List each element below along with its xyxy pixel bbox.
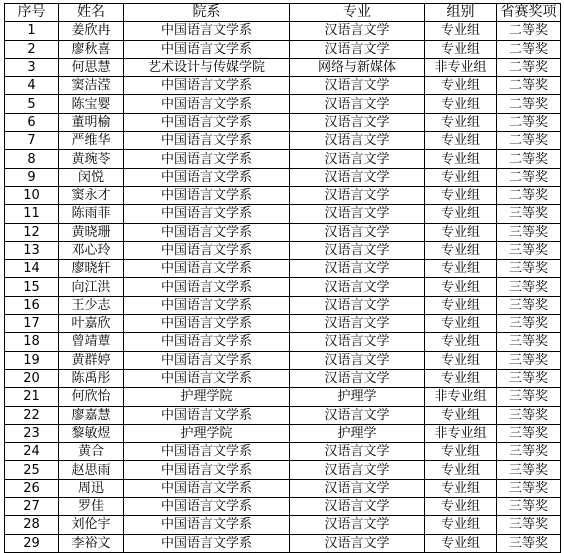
cell-major: 网络与新媒体 xyxy=(290,58,425,76)
cell-major: 汉语言文学 xyxy=(290,223,425,241)
cell-group: 专业组 xyxy=(425,132,497,150)
cell-name: 姜欣冉 xyxy=(59,22,124,40)
table-row xyxy=(5,351,561,369)
cell-index: 10 xyxy=(5,186,59,204)
cell-major: 汉语言文学 xyxy=(290,186,425,204)
cell-name: 陈宝婴 xyxy=(59,95,124,113)
cell-award: 三等奖 xyxy=(497,498,561,516)
cell-award: 二等奖 xyxy=(497,168,561,186)
cell-award: 三等奖 xyxy=(497,406,561,424)
cell-index: 4 xyxy=(5,77,59,95)
cell-name: 黄合 xyxy=(59,443,124,461)
cell-index: 24 xyxy=(5,443,59,461)
cell-group: 专业组 xyxy=(425,296,497,314)
cell-major: 汉语言文学 xyxy=(290,296,425,314)
cell-major: 汉语言文学 xyxy=(290,132,425,150)
cell-department: 护理学院 xyxy=(124,424,290,442)
cell-department: 中国语言文学系 xyxy=(124,205,290,223)
cell-department: 中国语言文学系 xyxy=(124,461,290,479)
cell-department: 护理学院 xyxy=(124,388,290,406)
cell-group: 专业组 xyxy=(425,241,497,259)
cell-department: 中国语言文学系 xyxy=(124,479,290,497)
cell-index: 16 xyxy=(5,296,59,314)
cell-name: 黄琬苓 xyxy=(59,150,124,168)
cell-department: 中国语言文学系 xyxy=(124,186,290,204)
cell-name: 叶嘉欣 xyxy=(59,315,124,333)
cell-group: 专业组 xyxy=(425,461,497,479)
cell-award: 三等奖 xyxy=(497,388,561,406)
cell-major: 汉语言文学 xyxy=(290,113,425,131)
cell-group: 专业组 xyxy=(425,443,497,461)
header-department: 院系 xyxy=(124,4,290,22)
cell-award: 二等奖 xyxy=(497,77,561,95)
cell-index: 20 xyxy=(5,369,59,387)
cell-major: 汉语言文学 xyxy=(290,369,425,387)
cell-award: 三等奖 xyxy=(497,443,561,461)
cell-award: 三等奖 xyxy=(497,424,561,442)
cell-major: 汉语言文学 xyxy=(290,40,425,58)
table-row xyxy=(5,77,561,95)
cell-name: 向江洪 xyxy=(59,278,124,296)
cell-index: 3 xyxy=(5,58,59,76)
cell-award: 三等奖 xyxy=(497,461,561,479)
cell-index: 6 xyxy=(5,113,59,131)
cell-index: 23 xyxy=(5,424,59,442)
cell-department: 中国语言文学系 xyxy=(124,443,290,461)
cell-group: 专业组 xyxy=(425,260,497,278)
cell-index: 11 xyxy=(5,205,59,223)
table-row xyxy=(5,369,561,387)
table-row xyxy=(5,461,561,479)
cell-index: 2 xyxy=(5,40,59,58)
cell-name: 刘伦宇 xyxy=(59,516,124,534)
table-row xyxy=(5,534,561,552)
table-row xyxy=(5,296,561,314)
cell-group: 专业组 xyxy=(425,150,497,168)
cell-name: 窦永才 xyxy=(59,186,124,204)
table-row xyxy=(5,315,561,333)
cell-award: 三等奖 xyxy=(497,516,561,534)
cell-group: 专业组 xyxy=(425,223,497,241)
cell-group: 专业组 xyxy=(425,534,497,552)
cell-group: 专业组 xyxy=(425,516,497,534)
cell-award: 三等奖 xyxy=(497,260,561,278)
header-award: 省赛奖项 xyxy=(497,4,561,22)
cell-index: 5 xyxy=(5,95,59,113)
cell-major: 护理学 xyxy=(290,388,425,406)
cell-department: 中国语言文学系 xyxy=(124,516,290,534)
cell-name: 何欣怡 xyxy=(59,388,124,406)
cell-group: 专业组 xyxy=(425,168,497,186)
cell-award: 三等奖 xyxy=(497,351,561,369)
table-row xyxy=(5,516,561,534)
cell-index: 22 xyxy=(5,406,59,424)
cell-index: 13 xyxy=(5,241,59,259)
cell-group: 专业组 xyxy=(425,479,497,497)
cell-index: 9 xyxy=(5,168,59,186)
header-row xyxy=(5,4,561,22)
cell-major: 汉语言文学 xyxy=(290,260,425,278)
cell-name: 黄群婷 xyxy=(59,351,124,369)
cell-name: 曾靖蕈 xyxy=(59,333,124,351)
cell-index: 12 xyxy=(5,223,59,241)
cell-major: 汉语言文学 xyxy=(290,241,425,259)
cell-group: 专业组 xyxy=(425,351,497,369)
cell-group: 非专业组 xyxy=(425,388,497,406)
cell-group: 非专业组 xyxy=(425,58,497,76)
cell-name: 赵思雨 xyxy=(59,461,124,479)
cell-award: 三等奖 xyxy=(497,278,561,296)
table-row xyxy=(5,260,561,278)
cell-department: 中国语言文学系 xyxy=(124,534,290,552)
cell-award: 三等奖 xyxy=(497,479,561,497)
header-major: 专业 xyxy=(290,4,425,22)
cell-index: 28 xyxy=(5,516,59,534)
cell-group: 专业组 xyxy=(425,95,497,113)
cell-award: 二等奖 xyxy=(497,113,561,131)
cell-major: 汉语言文学 xyxy=(290,516,425,534)
cell-major: 汉语言文学 xyxy=(290,315,425,333)
cell-award: 三等奖 xyxy=(497,205,561,223)
table-row xyxy=(5,388,561,406)
cell-department: 中国语言文学系 xyxy=(124,260,290,278)
cell-major: 汉语言文学 xyxy=(290,498,425,516)
cell-award: 二等奖 xyxy=(497,150,561,168)
cell-department: 中国语言文学系 xyxy=(124,498,290,516)
cell-index: 8 xyxy=(5,150,59,168)
cell-name: 邓心玲 xyxy=(59,241,124,259)
cell-award: 三等奖 xyxy=(497,241,561,259)
cell-name: 黄晓珊 xyxy=(59,223,124,241)
table-row xyxy=(5,498,561,516)
cell-name: 周迅 xyxy=(59,479,124,497)
table-row xyxy=(5,186,561,204)
cell-major: 汉语言文学 xyxy=(290,333,425,351)
table-row xyxy=(5,223,561,241)
cell-name: 陈雨菲 xyxy=(59,205,124,223)
cell-department: 中国语言文学系 xyxy=(124,95,290,113)
cell-index: 7 xyxy=(5,132,59,150)
cell-award: 三等奖 xyxy=(497,315,561,333)
table-row xyxy=(5,168,561,186)
cell-department: 中国语言文学系 xyxy=(124,77,290,95)
cell-name: 廖嘉慧 xyxy=(59,406,124,424)
table-row xyxy=(5,333,561,351)
table-row xyxy=(5,22,561,40)
table-row xyxy=(5,40,561,58)
cell-department: 中国语言文学系 xyxy=(124,315,290,333)
table-row xyxy=(5,132,561,150)
award-table xyxy=(4,3,561,553)
cell-index: 14 xyxy=(5,260,59,278)
cell-group: 专业组 xyxy=(425,205,497,223)
cell-group: 专业组 xyxy=(425,113,497,131)
cell-group: 专业组 xyxy=(425,40,497,58)
cell-index: 1 xyxy=(5,22,59,40)
cell-group: 专业组 xyxy=(425,77,497,95)
cell-award: 三等奖 xyxy=(497,534,561,552)
header-group: 组别 xyxy=(425,4,497,22)
cell-award: 二等奖 xyxy=(497,132,561,150)
cell-group: 专业组 xyxy=(425,333,497,351)
cell-award: 三等奖 xyxy=(497,296,561,314)
cell-index: 21 xyxy=(5,388,59,406)
cell-department: 中国语言文学系 xyxy=(124,241,290,259)
cell-major: 汉语言文学 xyxy=(290,22,425,40)
cell-major: 汉语言文学 xyxy=(290,351,425,369)
header-name: 姓名 xyxy=(59,4,124,22)
cell-award: 二等奖 xyxy=(497,186,561,204)
cell-name: 何思慧 xyxy=(59,58,124,76)
cell-group: 专业组 xyxy=(425,22,497,40)
cell-major: 汉语言文学 xyxy=(290,77,425,95)
cell-major: 汉语言文学 xyxy=(290,168,425,186)
table-row xyxy=(5,113,561,131)
table-row xyxy=(5,95,561,113)
cell-group: 专业组 xyxy=(425,278,497,296)
cell-index: 19 xyxy=(5,351,59,369)
cell-department: 中国语言文学系 xyxy=(124,369,290,387)
cell-department: 中国语言文学系 xyxy=(124,150,290,168)
cell-index: 29 xyxy=(5,534,59,552)
cell-department: 中国语言文学系 xyxy=(124,22,290,40)
cell-index: 15 xyxy=(5,278,59,296)
cell-department: 中国语言文学系 xyxy=(124,296,290,314)
cell-name: 严维华 xyxy=(59,132,124,150)
cell-group: 专业组 xyxy=(425,406,497,424)
cell-department: 中国语言文学系 xyxy=(124,406,290,424)
cell-major: 汉语言文学 xyxy=(290,150,425,168)
cell-award: 二等奖 xyxy=(497,95,561,113)
cell-major: 护理学 xyxy=(290,424,425,442)
cell-major: 汉语言文学 xyxy=(290,479,425,497)
cell-group: 专业组 xyxy=(425,498,497,516)
header-index: 序号 xyxy=(5,4,59,22)
cell-name: 廖晓轩 xyxy=(59,260,124,278)
cell-group: 专业组 xyxy=(425,369,497,387)
cell-name: 王少志 xyxy=(59,296,124,314)
cell-major: 汉语言文学 xyxy=(290,278,425,296)
cell-group: 专业组 xyxy=(425,186,497,204)
cell-group: 非专业组 xyxy=(425,424,497,442)
table-row xyxy=(5,205,561,223)
cell-name: 李裕文 xyxy=(59,534,124,552)
cell-index: 25 xyxy=(5,461,59,479)
cell-award: 三等奖 xyxy=(497,333,561,351)
cell-name: 廖秋喜 xyxy=(59,40,124,58)
cell-name: 窦洁滢 xyxy=(59,77,124,95)
table-row xyxy=(5,58,561,76)
cell-award: 二等奖 xyxy=(497,22,561,40)
cell-major: 汉语言文学 xyxy=(290,205,425,223)
table-row xyxy=(5,406,561,424)
cell-department: 中国语言文学系 xyxy=(124,351,290,369)
cell-department: 中国语言文学系 xyxy=(124,113,290,131)
table-row xyxy=(5,150,561,168)
cell-name: 董明榆 xyxy=(59,113,124,131)
cell-department: 中国语言文学系 xyxy=(124,168,290,186)
cell-award: 二等奖 xyxy=(497,58,561,76)
cell-major: 汉语言文学 xyxy=(290,95,425,113)
cell-group: 专业组 xyxy=(425,315,497,333)
cell-department: 中国语言文学系 xyxy=(124,40,290,58)
cell-major: 汉语言文学 xyxy=(290,406,425,424)
cell-department: 中国语言文学系 xyxy=(124,132,290,150)
cell-department: 中国语言文学系 xyxy=(124,223,290,241)
table-row xyxy=(5,424,561,442)
table-row xyxy=(5,278,561,296)
table-body xyxy=(5,22,561,553)
cell-major: 汉语言文学 xyxy=(290,461,425,479)
cell-department: 艺术设计与传媒学院 xyxy=(124,58,290,76)
cell-award: 三等奖 xyxy=(497,223,561,241)
table-row xyxy=(5,479,561,497)
cell-index: 17 xyxy=(5,315,59,333)
cell-index: 18 xyxy=(5,333,59,351)
cell-name: 闵悦 xyxy=(59,168,124,186)
table-row xyxy=(5,241,561,259)
cell-name: 陈禹彤 xyxy=(59,369,124,387)
cell-index: 26 xyxy=(5,479,59,497)
table-row xyxy=(5,443,561,461)
cell-award: 二等奖 xyxy=(497,40,561,58)
cell-major: 汉语言文学 xyxy=(290,534,425,552)
cell-name: 黎敏煜 xyxy=(59,424,124,442)
cell-major: 汉语言文学 xyxy=(290,443,425,461)
cell-name: 罗佳 xyxy=(59,498,124,516)
cell-index: 27 xyxy=(5,498,59,516)
cell-department: 中国语言文学系 xyxy=(124,278,290,296)
cell-department: 中国语言文学系 xyxy=(124,333,290,351)
cell-award: 三等奖 xyxy=(497,369,561,387)
